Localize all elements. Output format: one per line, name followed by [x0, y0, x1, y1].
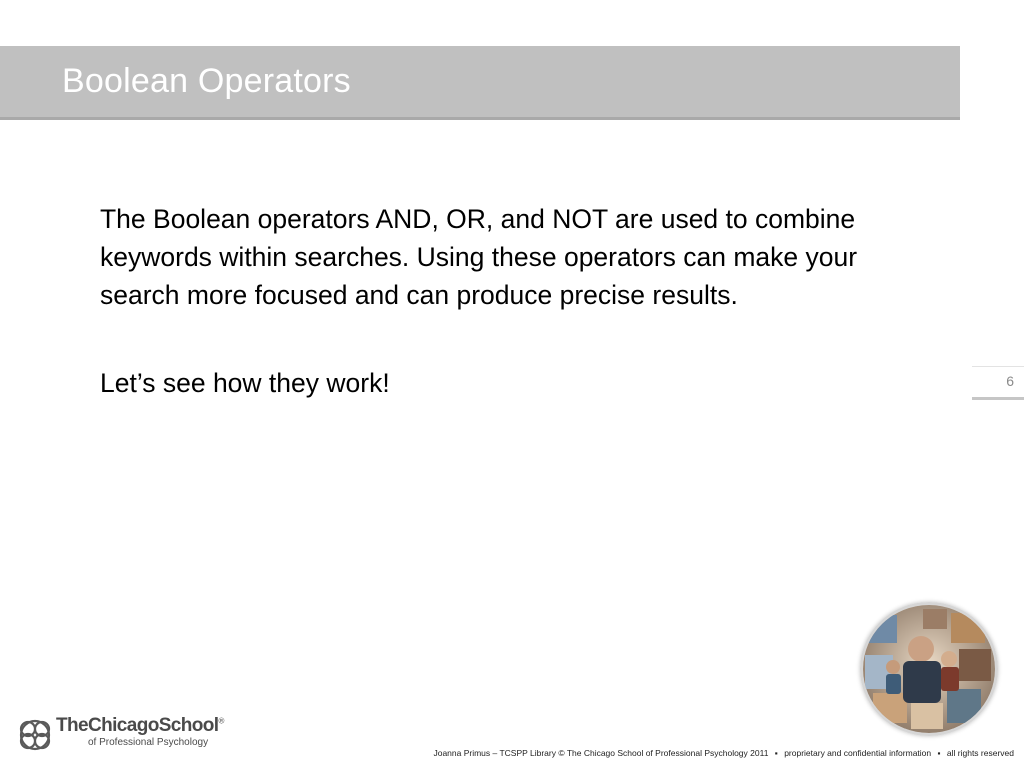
slide-body [100, 200, 930, 402]
logo-emblem-icon [18, 715, 52, 755]
registered-mark: ® [218, 716, 224, 726]
footer-bullet-1: ▪ [774, 748, 778, 758]
footer-bullet-2: ▪ [937, 748, 941, 758]
photo-collage-image [863, 605, 995, 733]
page-number-box [972, 366, 1024, 400]
slide-footer [433, 748, 1014, 758]
footer-credit: Joanna Primus – TCSPP Library © The Chicago School of Professional Psychology 2011 [433, 748, 769, 758]
footer-confidential: proprietary and confidential information [784, 748, 932, 758]
logo-subtitle: of Professional Psychology [88, 737, 209, 748]
footer-rights: all rights reserved [946, 748, 1014, 758]
photo-collage-globe [860, 602, 998, 736]
slide-title: Boolean Operators [62, 62, 351, 100]
chicago-school-logo [18, 715, 224, 755]
title-bar [0, 46, 960, 120]
body-paragraph-cta: Let’s see how they work! [100, 368, 390, 398]
body-paragraph-intro: The Boolean operators AND, OR, and NOT are used to combine keywords within searches. Using these operators can make your search more focused and can produce precise results. [100, 204, 858, 310]
page-number: 6 [1006, 373, 1014, 389]
logo-wordmark: TheChicagoSchool® [56, 715, 224, 736]
